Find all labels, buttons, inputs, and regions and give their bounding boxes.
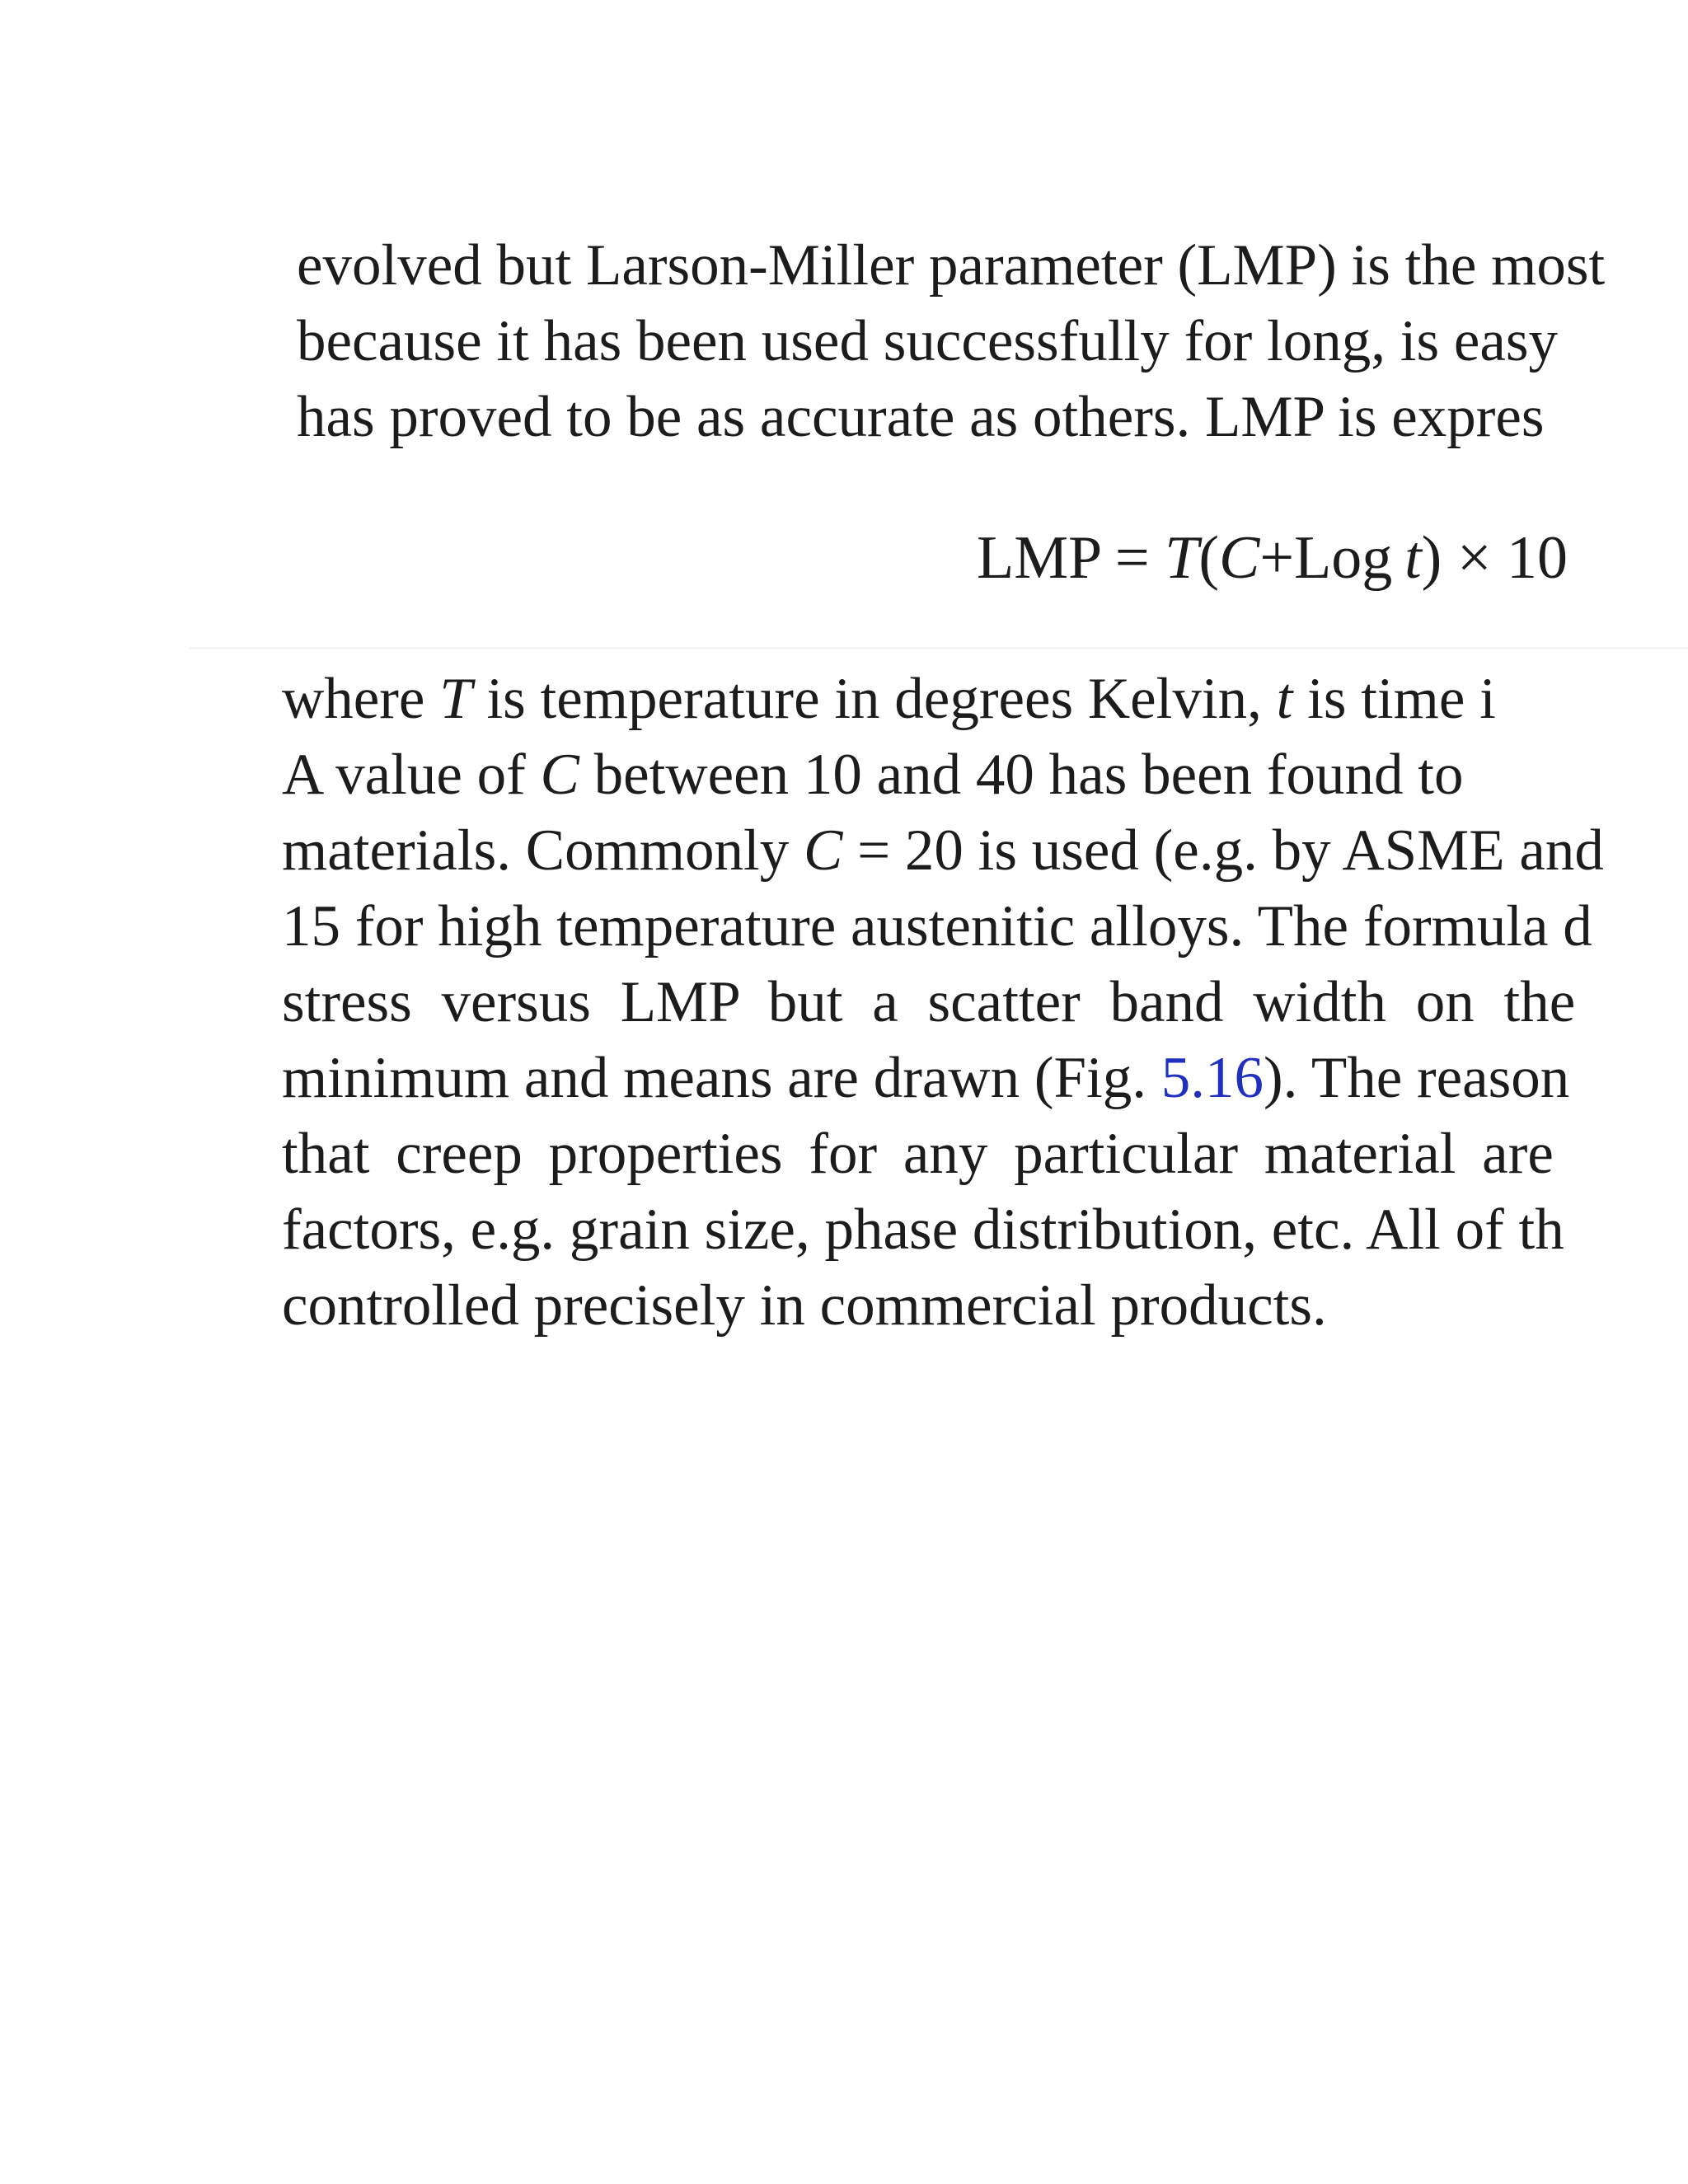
symbol-C: C [804,818,843,883]
lmp-equation [977,524,1568,592]
text-line: that creep properties for any particular material are [282,1122,1554,1186]
text-line: because it has been used successfully for long, is easy [297,309,1559,373]
figure-reference-link[interactable]: 5.16 [1160,1046,1264,1110]
text-line: minimum and means are drawn (Fig. 5.16). The reason [282,1046,1570,1110]
text-line: where T is temperature in degrees Kelvin, t is time i [282,667,1496,731]
equation-power-base: 10 [1507,524,1568,592]
text-line: materials. Commonly C = 20 is used (e.g. by ASME and [282,818,1604,883]
equation-time-symbol: t [1404,524,1422,592]
equation-constant-symbol: C [1218,524,1260,592]
equation-temperature-symbol: T [1165,524,1199,592]
text-line: has proved to be as accurate as others. LMP is expres [297,385,1545,449]
equation-log: Log [1294,524,1393,592]
equation-open-paren: ( [1198,524,1219,592]
text-line: factors, e.g. grain size, phase distribution, etc. All of th [282,1197,1564,1262]
equation-close-paren: ) [1421,524,1442,592]
text-line: evolved but Larson-Miller parameter (LMP) is the most [297,233,1606,298]
symbol-t: t [1276,667,1293,731]
text-line: 15 for high temperature austenitic alloys. The formula d [282,894,1592,958]
text-line: A value of C between 10 and 40 has been found to [282,743,1464,807]
equation-equals: = [1114,524,1150,592]
faint-divider [190,647,1688,649]
symbol-C: C [540,743,579,807]
symbol-T: T [439,667,472,731]
text-line: controlled precisely in commercial products. [282,1273,1327,1338]
equation-times: × [1456,524,1492,592]
equation-plus: + [1259,524,1295,592]
text-line: stress versus LMP but a scatter band width on the [282,970,1576,1034]
equation-lhs: LMP [977,524,1100,592]
